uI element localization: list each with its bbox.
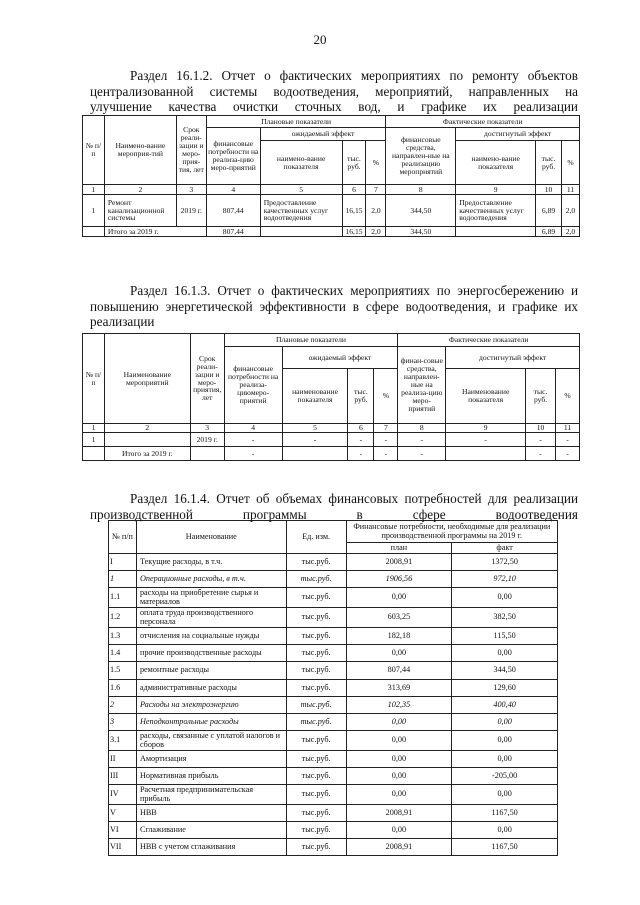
row-name: прочие производственные расходы	[136, 645, 286, 662]
row-fin-need: 807,44	[206, 195, 260, 227]
row-num: V	[109, 805, 137, 822]
col-pct-2: %	[555, 369, 579, 424]
row-unit: тыс.руб.	[286, 822, 346, 839]
col-ths-rub: тыс. руб.	[348, 369, 374, 424]
row-unit: тыс.руб.	[286, 768, 346, 785]
total-label: Итого за 2019 г.	[104, 227, 206, 237]
col-fact: факт	[452, 543, 558, 554]
row-dash: -	[374, 433, 398, 447]
col-financial-needs: Финансовые потребности, необходимые для реализации производственной программы на 2019 г.	[346, 521, 557, 543]
row-dash: -	[555, 433, 579, 447]
row-unit: тыс.руб.	[286, 588, 346, 608]
col-unit: Ед. изм.	[286, 521, 346, 554]
table-row	[109, 805, 558, 822]
row-plan: 0,00	[346, 785, 452, 805]
actual-indicators-header: Фактические показатели	[398, 334, 580, 347]
total-pct-2: 2,0	[561, 227, 579, 237]
table-row	[109, 645, 558, 662]
row-fact: 0,00	[452, 714, 558, 731]
row-pct: 2,0	[366, 195, 386, 227]
planned-indicators-header: Плановые показатели	[224, 334, 398, 347]
row-fact: 0,00	[452, 822, 558, 839]
row-num: VI	[109, 822, 137, 839]
row-num: I	[109, 554, 137, 571]
row-plan: 182,18	[346, 628, 452, 645]
row-fact: 129,60	[452, 680, 558, 697]
expected-effect-header: ожидаемый эффект	[282, 347, 398, 369]
row-name: Операционные расходы, в т.ч.	[136, 571, 286, 588]
total-dash: -	[224, 447, 282, 461]
table-row	[109, 785, 558, 805]
row-unit: тыс.руб.	[286, 662, 346, 680]
col-number: 4	[224, 424, 282, 433]
row-unit: тыс.руб.	[286, 645, 346, 662]
page-number: 20	[313, 32, 327, 47]
col-number: 1	[83, 185, 105, 195]
total-fin-actual: 344,50	[386, 227, 456, 237]
row-dash: -	[282, 433, 348, 447]
row-plan: 0,00	[346, 731, 452, 751]
section-heading-16-1-3: Раздел 16.1.3. Отчет о фактических мероприятиях по энергосбережению и повышению энергетической эффективности в сфере водоотведения, и графике их реализации	[90, 283, 578, 329]
row-fact: 1372,50	[452, 554, 558, 571]
col-indicator-name: наименование показателя	[282, 369, 348, 424]
row-dash: -	[526, 433, 556, 447]
row-num: 1	[83, 433, 105, 447]
total-dash: -	[348, 447, 374, 461]
col-number: 2	[104, 185, 176, 195]
table-row	[109, 839, 558, 856]
col-number: 6	[348, 424, 374, 433]
row-name: Неподконтрольные расходы	[136, 714, 286, 731]
row-num: 3	[109, 714, 137, 731]
col-indicator-name-2: Наименование показателя	[446, 369, 526, 424]
row-fact: 972,10	[452, 571, 558, 588]
col-number: 5	[260, 185, 342, 195]
row-unit: тыс.руб.	[286, 697, 346, 714]
total-fin-need: 807,44	[206, 227, 260, 237]
total-pct: 2,0	[366, 227, 386, 237]
row-fact: 382,50	[452, 608, 558, 628]
row-num: 1	[109, 571, 137, 588]
row-plan: 0,00	[346, 645, 452, 662]
total-dash: -	[526, 447, 556, 461]
col-number: 7	[366, 185, 386, 195]
col-fin-actual: финансовые средства, направлен-ные на реализацию мероприятий	[386, 128, 456, 185]
row-num: 1	[83, 195, 105, 227]
col-number: 9	[446, 424, 526, 433]
col-number: 10	[526, 424, 556, 433]
col-term: Срок реали-зации и меро-приятия, лет	[190, 334, 224, 424]
row-name: оплата труда производственного персонала	[136, 608, 286, 628]
row-plan: 2008,91	[346, 839, 452, 856]
row-dash: -	[446, 433, 526, 447]
row-name: Расходы на электроэнергию	[136, 697, 286, 714]
row-fact: 1167,50	[452, 839, 558, 856]
row-name: административные расходы	[136, 680, 286, 697]
col-number: 7	[374, 424, 398, 433]
col-number: 3	[176, 185, 206, 195]
col-number: 10	[536, 185, 562, 195]
row-name: Ремонт канализационной системы	[104, 195, 176, 227]
row-unit: тыс.руб.	[286, 571, 346, 588]
row-num: 3.1	[109, 731, 137, 751]
row-fact: 0,00	[452, 731, 558, 751]
table-row	[83, 195, 580, 227]
row-fact: 0,00	[452, 751, 558, 768]
col-pct: %	[366, 141, 386, 185]
table-row	[109, 554, 558, 571]
col-plan: план	[346, 543, 452, 554]
row-indicator-2: Предоставление качественных услуг водоотведения	[456, 195, 536, 227]
col-name: Наименование	[136, 521, 286, 554]
total-ths: 16,15	[342, 227, 366, 237]
row-name: расходы, связанные с уплатой налогов и сборов	[136, 731, 286, 751]
table-row	[109, 714, 558, 731]
row-name: НВВ	[136, 805, 286, 822]
row-num: 1.1	[109, 588, 137, 608]
row-unit: тыс.руб.	[286, 785, 346, 805]
achieved-effect-header: достигнутый эффект	[456, 128, 580, 141]
total-dash: -	[555, 447, 579, 461]
planned-indicators-header: Плановые показатели	[206, 116, 386, 128]
col-number: 5	[282, 424, 348, 433]
col-ths-rub: тыс. руб.	[342, 141, 366, 185]
table-row	[109, 731, 558, 751]
table-row	[109, 680, 558, 697]
col-number: 8	[386, 185, 456, 195]
col-ths-rub-2: тыс. руб.	[526, 369, 556, 424]
col-number: 4	[206, 185, 260, 195]
table-row	[109, 768, 558, 785]
row-fact: 1167,50	[452, 805, 558, 822]
col-number: 6	[342, 185, 366, 195]
table-row	[109, 822, 558, 839]
row-num: 1.3	[109, 628, 137, 645]
row-unit: тыс.руб.	[286, 608, 346, 628]
col-number: 3	[190, 424, 224, 433]
row-num: II	[109, 751, 137, 768]
actual-indicators-header: Фактические показатели	[386, 116, 580, 128]
row-plan: 0,00	[346, 768, 452, 785]
row-unit: тыс.руб.	[286, 554, 346, 571]
col-fin-need: финансовые потребности на реализа-цию меро-приятий	[206, 128, 260, 185]
col-term: Срок реали-зации и меро-прия-тия, лет	[176, 116, 206, 185]
col-name: Наимено-вание мероприя-тий	[104, 116, 176, 185]
row-num: IV	[109, 785, 137, 805]
table-row	[109, 608, 558, 628]
achieved-effect-header: достигнутый эффект	[446, 347, 580, 369]
row-unit: тыс.руб.	[286, 751, 346, 768]
row-dash: -	[348, 433, 374, 447]
col-pct-2: %	[561, 141, 579, 185]
row-num: 2	[109, 697, 137, 714]
row-plan: 0,00	[346, 588, 452, 608]
row-name: Амортизация	[136, 751, 286, 768]
row-fact: 115,50	[452, 628, 558, 645]
row-num: 1.4	[109, 645, 137, 662]
total-dash: -	[374, 447, 398, 461]
total-ths-2: 6,89	[536, 227, 562, 237]
row-num: 1.2	[109, 608, 137, 628]
row-unit: тыс.руб.	[286, 680, 346, 697]
row-plan: 1906,56	[346, 571, 452, 588]
col-pct: %	[374, 369, 398, 424]
repair-measures-table	[82, 115, 580, 237]
row-name	[104, 433, 190, 447]
col-num: № п/п	[109, 521, 137, 554]
section-heading-16-1-4: Раздел 16.1.4. Отчет об объемах финансовых потребностей для реализации производственной программы в сфере водоотведения	[90, 491, 578, 522]
row-num: 1.5	[109, 662, 137, 680]
row-name: ремонтные расходы	[136, 662, 286, 680]
table-row	[109, 662, 558, 680]
row-plan: 0,00	[346, 822, 452, 839]
row-term: 2019 г.	[176, 195, 206, 227]
row-num: 1.6	[109, 680, 137, 697]
row-unit: тыс.руб.	[286, 805, 346, 822]
row-name: НВВ с учетом сглаживания	[136, 839, 286, 856]
col-number: 8	[398, 424, 446, 433]
column-number-row	[83, 424, 580, 433]
row-plan: 2008,91	[346, 554, 452, 571]
row-fact: 0,00	[452, 645, 558, 662]
col-number: 11	[555, 424, 579, 433]
col-name: Наименование мероприятий	[104, 334, 190, 424]
row-plan: 313,69	[346, 680, 452, 697]
table-row	[83, 433, 580, 447]
column-number-row	[83, 185, 580, 195]
row-unit: тыс.руб.	[286, 628, 346, 645]
row-unit: тыс.руб.	[286, 839, 346, 856]
row-ths: 16,15	[342, 195, 366, 227]
total-dash: -	[398, 447, 446, 461]
section-heading-16-1-2: Раздел 16.1.2. Отчет о фактических мероприятиях по ремонту объектов централизованной системы водоотведения, мероприятий, направленных на улучшение качества очистки сточных вод, и графике их реализации	[90, 68, 578, 114]
row-fin-actual: 344,50	[386, 195, 456, 227]
row-plan: 102,35	[346, 697, 452, 714]
table-row	[109, 571, 558, 588]
col-num: № п/п	[83, 116, 105, 185]
row-dash: -	[224, 433, 282, 447]
row-plan: 603,25	[346, 608, 452, 628]
energy-saving-table	[82, 333, 580, 461]
row-plan: 0,00	[346, 714, 452, 731]
col-indicator-name: наимено-вание показателя	[260, 141, 342, 185]
row-plan: 0,00	[346, 751, 452, 768]
row-pct-2: 2,0	[561, 195, 579, 227]
row-fact: 0,00	[452, 588, 558, 608]
total-row	[83, 447, 580, 461]
table-row	[109, 751, 558, 768]
total-row	[83, 227, 580, 237]
row-fact: -205,00	[452, 768, 558, 785]
row-name: Расчетная предпринимательская прибыль	[136, 785, 286, 805]
row-num: VII	[109, 839, 137, 856]
row-fact: 344,50	[452, 662, 558, 680]
col-fin-need: финансовые потребности на реализа-циюмеро-приятий	[224, 347, 282, 424]
col-ths-rub-2: тыс. руб.	[536, 141, 562, 185]
row-dash: -	[398, 433, 446, 447]
row-num: III	[109, 768, 137, 785]
col-number: 9	[456, 185, 536, 195]
financial-needs-table	[108, 520, 558, 856]
row-fact: 0,00	[452, 785, 558, 805]
table-row	[109, 588, 558, 608]
col-number: 11	[561, 185, 579, 195]
row-name: расходы на приобретение сырья и материалов	[136, 588, 286, 608]
col-fin-actual: финан-совые средства, направлен-ные на реализа-цию меро-приятий	[398, 347, 446, 424]
total-label: Итого за 2019 г.	[104, 447, 190, 461]
col-num: № п/п	[83, 334, 105, 424]
row-name: Сглаживание	[136, 822, 286, 839]
col-number: 2	[104, 424, 190, 433]
row-unit: тыс.руб.	[286, 731, 346, 751]
row-name: отчисления на социальные нужды	[136, 628, 286, 645]
row-ths-2: 6,89	[536, 195, 562, 227]
row-term: 2019 г.	[190, 433, 224, 447]
table-row	[109, 697, 558, 714]
row-indicator: Предоставление качественных услуг водоотведения	[260, 195, 342, 227]
row-name: Нормативная прибыль	[136, 768, 286, 785]
col-indicator-name-2: наимено-вание показателя	[456, 141, 536, 185]
row-unit: тыс.руб.	[286, 714, 346, 731]
row-name: Текущие расходы, в т.ч.	[136, 554, 286, 571]
col-number: 1	[83, 424, 105, 433]
row-fact: 400,40	[452, 697, 558, 714]
expected-effect-header: ожидаемый эффект	[260, 128, 386, 141]
row-plan: 807,44	[346, 662, 452, 680]
row-plan: 2008,91	[346, 805, 452, 822]
table-row	[109, 628, 558, 645]
